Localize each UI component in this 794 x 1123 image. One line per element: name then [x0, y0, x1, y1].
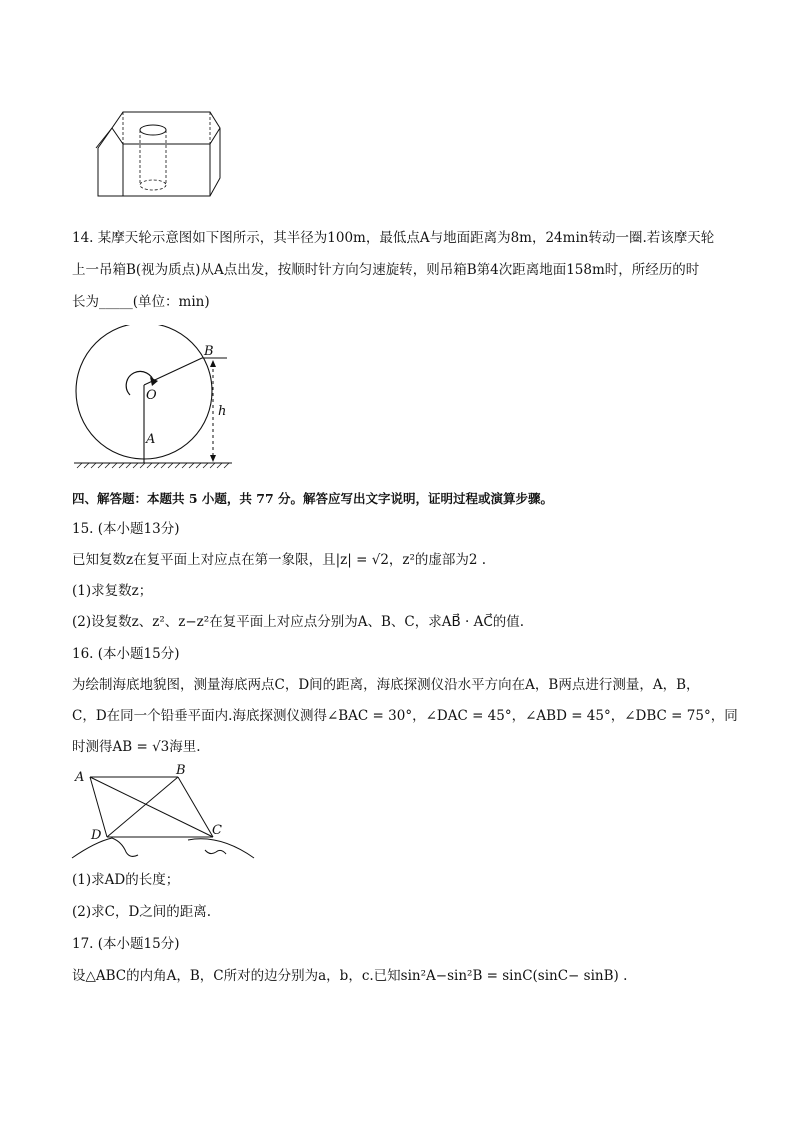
label-B: B [204, 344, 214, 359]
problem-15-part-1: (1)求复数z； [72, 583, 153, 599]
problem-16-part-2: (2)求C，D之间的距离. [72, 904, 212, 920]
label-A: A [146, 432, 156, 447]
label-A: A [75, 770, 85, 785]
problem-17-header: 17. (本小题15分) [72, 936, 180, 952]
problem-16-stem-3: 时测得AB = √3海里. [72, 739, 201, 755]
section-heading: 四、解答题：本题共 5 小题，共 77 分。解答应写出文字说明，证明过程或演算步骤。 [72, 491, 554, 506]
problem-17-stem: 设△ABC的内角A，B，C所对的边分别为a，b，c.已知sin²A−sin²B = sinC(sinC− sinB) . [72, 968, 628, 984]
seabed-figure [70, 762, 260, 862]
problem-15-stem: 已知复数z在复平面上对应点在第一象限，且|z| = √2，z²的虚部为2 . [72, 552, 487, 568]
label-h: h [218, 404, 227, 419]
problem-16-stem-1: 为绘制海底地貌图，测量海底两点C，D间的距离，海底探测仪沿水平方向在A，B两点进行测量，A，B， [72, 677, 700, 693]
problem-15-header: 15. (本小题13分) [72, 521, 180, 537]
problem-14-line-2: 上一吊箱B(视为质点)从A点出发，按顺时针方向匀速旋转，则吊箱B第4次距离地面158m时，所经历的时 [72, 262, 700, 278]
problem-14-line-3: 长为_____(单位：min) [72, 294, 210, 310]
problem-14-line-1: 14. 某摩天轮示意图如下图所示，其半径为100m，最低点A与地面距离为8m，24min转动一圈.若该摩天轮 [72, 230, 715, 246]
ferris-wheel-figure [72, 325, 237, 470]
problem-16-part-1: (1)求AD的长度； [72, 872, 180, 888]
problem-16-header: 16. (本小题15分) [72, 646, 180, 662]
problem-16-stem-2: C，D在同一个铅垂平面内.海底探测仪测得∠BAC = 30°，∠DAC = 45°，∠ABD = 45°，∠DBC = 75°，同 [72, 708, 738, 724]
hexagonal-prism-figure [88, 108, 228, 203]
label-C: C [212, 823, 222, 838]
label-B: B [176, 763, 186, 778]
problem-15-part-2: (2)设复数z、z²、z−z²在复平面上对应点分别为A、B、C，求AB⃗ · AC⃗的值. [72, 614, 525, 630]
label-D: D [91, 828, 102, 843]
label-O: O [146, 388, 157, 403]
